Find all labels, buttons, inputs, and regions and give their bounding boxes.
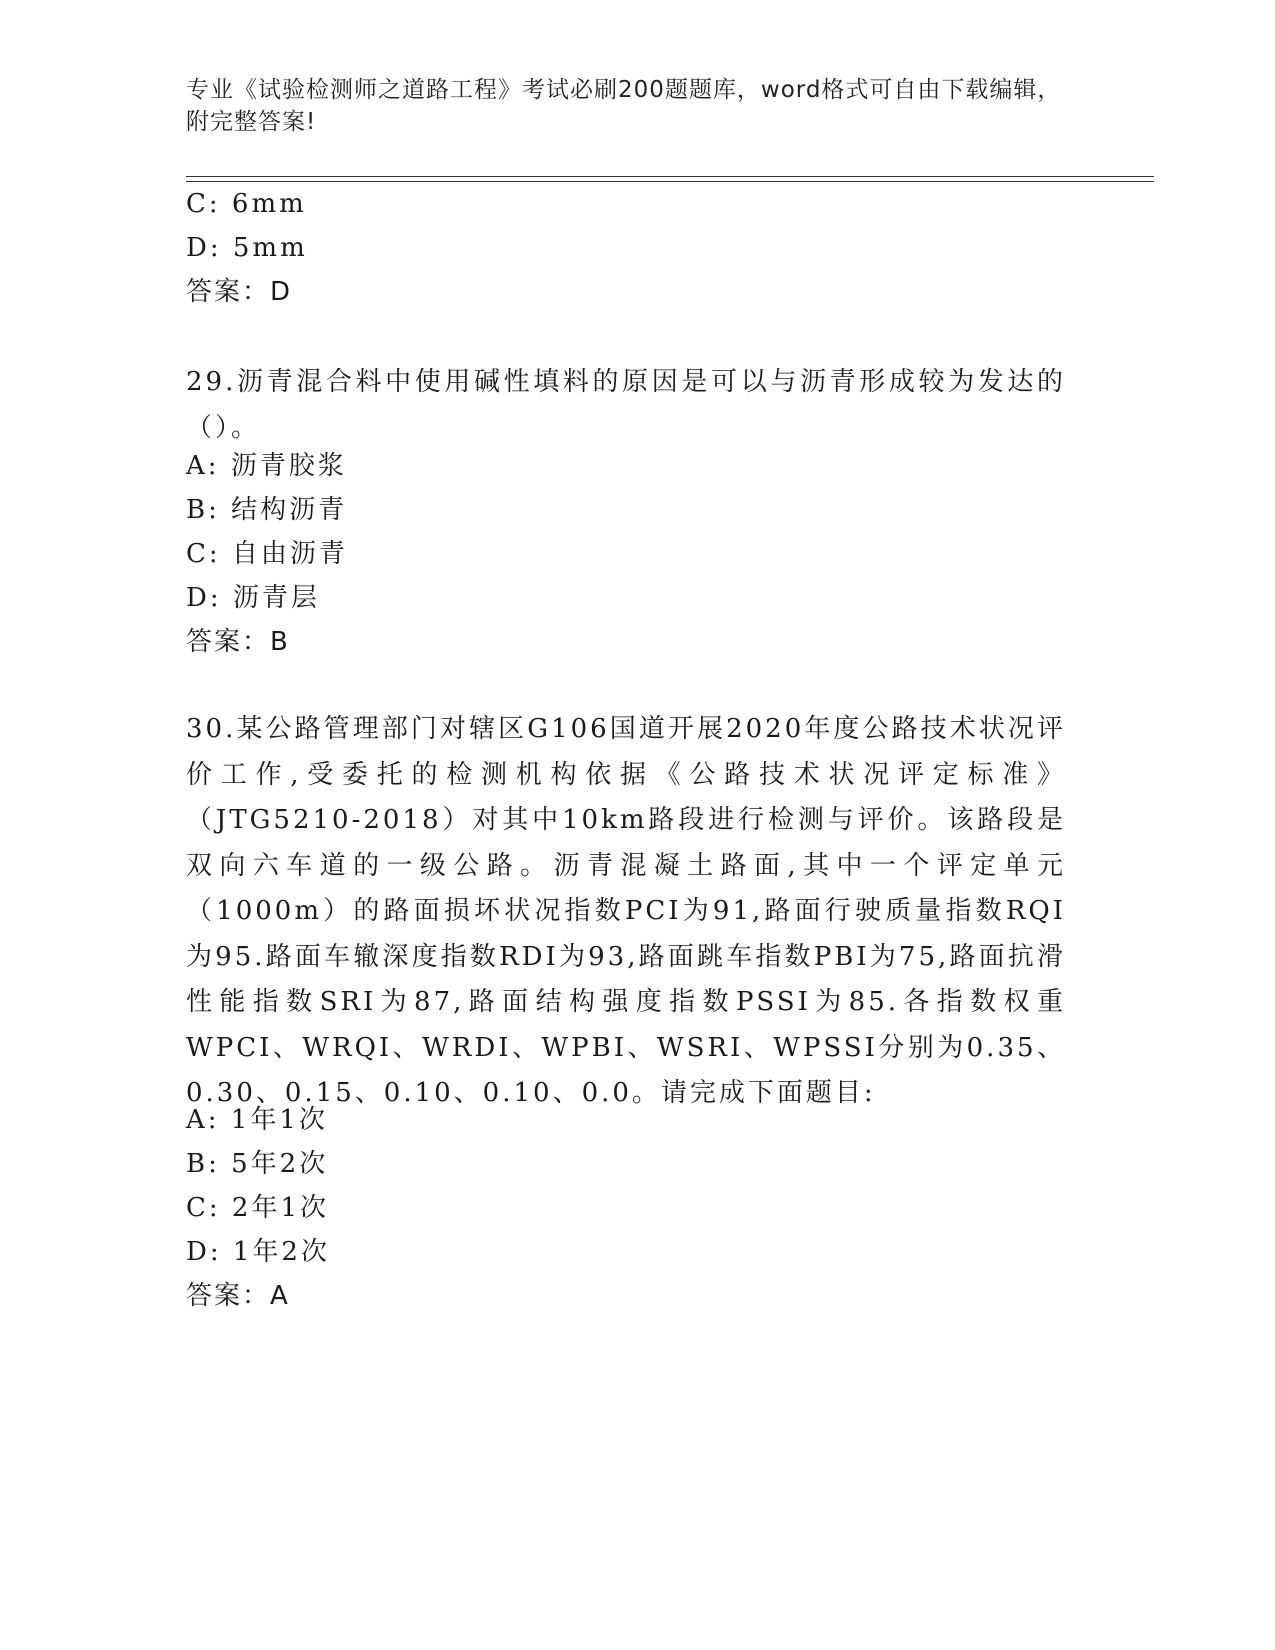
q30-option-d: D: 1年2次: [186, 1237, 330, 1267]
header-rule-bottom: [186, 181, 1154, 182]
document-header: 专业《试验检测师之道路工程》考试必刷200题题库，word格式可自由下载编辑，附完整答案!: [186, 77, 1062, 135]
q29-option-c: C: 自由沥青: [186, 539, 348, 569]
q28-option-d: D: 5mm: [186, 233, 308, 263]
q28-option-c: C: 6mm: [186, 189, 307, 219]
q30-stem: 30.某公路管理部门对辖区G106国道开展2020年度公路技术状况评价工作,受委托的检测机构依据《公路技术状况评定标准》（JTG5210-2018）对其中10km路段进行检测与评价。该路段是双向六车道的一级公路。沥青混凝土路面,其中一个评定单元（1000m）的路面损坏状况指数PCI为91,路面行驶质量指数RQI为95.路面车辙深度指数RDI为93,路面跳车指数PBI为75,路面抗滑性能指数SRI为87,路面结构强度指数PSSI为85.各指数权重WPCI、WRQI、WRDI、WPBI、WSRI、WPSSI分别为0.35、0.30、0.15、0.10、0.10、0.0。请完成下面题目:: [186, 714, 1066, 1108]
q30-answer: 答案：A: [186, 1281, 290, 1311]
q29-option-d: D: 沥青层: [186, 583, 320, 613]
q29-option-b: B: 结构沥青: [186, 495, 348, 525]
q30-option-b: B: 5年2次: [186, 1149, 329, 1179]
q29-answer: 答案：B: [186, 627, 290, 657]
q29-option-a: A: 沥青胶浆: [186, 451, 347, 481]
q29-stem: 29.沥青混合料中使用碱性填料的原因是可以与沥青形成较为发达的（）。: [186, 367, 1066, 443]
q28-answer: 答案：D: [186, 277, 293, 307]
q30-option-a: A: 1年1次: [186, 1105, 328, 1135]
header-rule-top: [186, 176, 1154, 177]
q30-option-c: C: 2年1次: [186, 1193, 330, 1223]
